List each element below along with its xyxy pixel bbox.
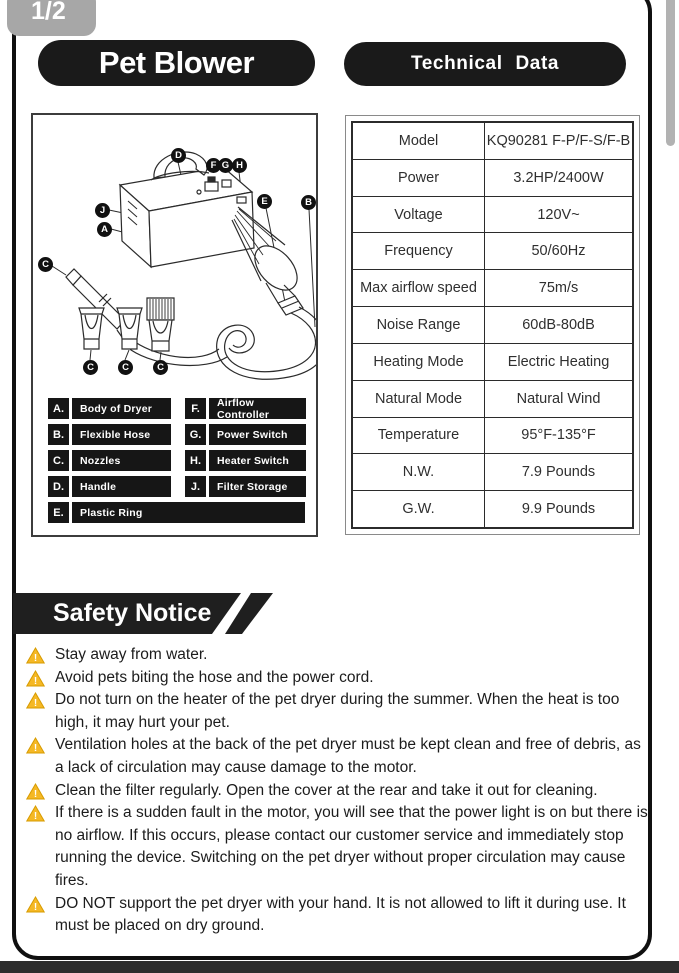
table-row — [353, 306, 632, 343]
svg-text:!: ! — [33, 788, 38, 800]
legend-row — [48, 424, 171, 445]
table-row-value: 95°F-135°F — [521, 427, 596, 444]
table-row — [353, 453, 632, 490]
safety-item — [26, 667, 648, 690]
safety-notice-title: Safety Notice — [53, 599, 212, 627]
table-row-label: Frequency — [353, 233, 485, 269]
legend-row — [185, 476, 306, 497]
warning-triangle-icon — [26, 647, 45, 664]
diagram-callout: C — [83, 360, 98, 375]
legend-key: E. — [48, 502, 69, 523]
svg-text:!: ! — [33, 675, 38, 687]
table-row-value: 7.9 Pounds — [521, 464, 596, 481]
legend-label: Filter Storage — [209, 476, 306, 497]
table-row — [353, 269, 632, 306]
legend-label: Body of Dryer — [72, 398, 171, 419]
scrollbar-thumb[interactable] — [666, 0, 675, 146]
svg-text:!: ! — [33, 653, 38, 664]
legend-row — [185, 398, 306, 419]
safety-notice-list — [26, 644, 648, 938]
svg-text:!: ! — [33, 743, 38, 755]
table-row — [353, 490, 632, 527]
table-row-label: G.W. — [353, 491, 485, 527]
table-row-label: N.W. — [353, 454, 485, 490]
technical-data-panel — [345, 115, 640, 535]
safety-item — [26, 780, 648, 803]
table-row-value: 75m/s — [538, 280, 579, 297]
legend-right-column — [185, 398, 306, 502]
legend-row — [48, 476, 171, 497]
warning-triangle-icon — [26, 783, 45, 800]
diagram-callout: C — [153, 360, 168, 375]
table-row-value: 9.9 Pounds — [521, 501, 596, 518]
safety-item — [26, 802, 648, 892]
diagram-callout: E — [257, 194, 272, 209]
legend-key: A. — [48, 398, 69, 419]
legend-key: B. — [48, 424, 69, 445]
diagram-callout: F — [206, 158, 221, 173]
safety-item-text: Stay away from water. — [55, 646, 208, 663]
table-row-value: 3.2HP/2400W — [513, 169, 604, 186]
table-row-label: Natural Mode — [353, 381, 485, 417]
product-title: Pet Blower — [98, 45, 255, 80]
diagram-callout: J — [95, 203, 110, 218]
safety-item — [26, 644, 648, 667]
legend-key: C. — [48, 450, 69, 471]
safety-item-text: DO NOT support the pet dryer with your hand. It is not allowed to lift it during use. It must be placed on dry ground. — [55, 894, 626, 935]
legend-label: Plastic Ring — [72, 502, 305, 523]
legend-label: Flexible Hose — [72, 424, 171, 445]
table-row — [353, 196, 632, 233]
legend-key: H. — [185, 450, 206, 471]
safety-item-text: Do not turn on the heater of the pet dryer during the summer. When the heat is too high, it may hurt your pet. — [55, 691, 620, 731]
table-row-label: Voltage — [353, 197, 485, 233]
legend-label: Handle — [72, 476, 171, 497]
diagram-callout: B — [301, 195, 316, 210]
page-indicator-tab: 1/2 — [7, 0, 96, 36]
diagram-callout: H — [232, 158, 247, 173]
technical-data-pill — [344, 42, 626, 86]
table-row-value: 50/60Hz — [531, 243, 586, 260]
legend-row — [185, 424, 306, 445]
table-row — [353, 417, 632, 454]
table-row-label: Heating Mode — [353, 344, 485, 380]
table-row-label: Power — [353, 160, 485, 196]
table-row — [353, 232, 632, 269]
safety-item-text: Avoid pets biting the hose and the power cord. — [55, 668, 374, 686]
safety-item-text: Clean the filter regularly. Open the cover at the rear and take it out for cleaning. — [55, 781, 598, 799]
diagram-callouts — [33, 115, 316, 397]
warning-triangle-icon — [26, 896, 45, 913]
diagram-callout: C — [38, 257, 53, 272]
table-row-value: Natural Wind — [516, 390, 601, 407]
legend-label: Power Switch — [209, 424, 306, 445]
table-row-label: Model — [353, 123, 485, 159]
table-row — [353, 123, 632, 159]
safety-item-text: If there is a sudden fault in the motor, you will see that the power light is on but there is no airflow. If this occurs, please contact our customer service and immediately stop running the device. Switching on the pet dryer without proper circulation may cause fires. — [55, 804, 648, 889]
table-row-value: 60dB-80dB — [522, 316, 595, 333]
svg-text:!: ! — [33, 698, 38, 710]
warning-triangle-icon — [26, 670, 45, 687]
legend-row — [48, 398, 171, 419]
table-row-label: Max airflow speed — [353, 270, 485, 306]
table-row-value: 120V~ — [537, 206, 580, 223]
diagram-panel — [31, 113, 318, 537]
table-row — [353, 380, 632, 417]
safety-item — [26, 689, 648, 734]
warning-triangle-icon — [26, 692, 45, 709]
bottom-edge-strip — [0, 961, 679, 973]
diagram-callout: C — [118, 360, 133, 375]
legend-label: Heater Switch — [209, 450, 306, 471]
diagram-callout: A — [97, 222, 112, 237]
legend-key: D. — [48, 476, 69, 497]
table-row-label: Temperature — [353, 418, 485, 454]
table-row-value: KQ90281 F-P/F-S/F-B — [486, 132, 631, 149]
svg-text:!: ! — [33, 811, 38, 823]
legend-label: Nozzles — [72, 450, 171, 471]
legend-key: G. — [185, 424, 206, 445]
diagram-callout: D — [171, 148, 186, 163]
table-row — [353, 159, 632, 196]
diagram-callout: G — [218, 158, 233, 173]
legend-key: F. — [185, 398, 206, 419]
safety-item-text: Ventilation holes at the back of the pet dryer must be kept clean and free of debris, as a lack of circulation may cause damage to the motor. — [55, 736, 641, 776]
technical-data-title: Technical Data — [410, 53, 560, 74]
legend-left-column — [48, 398, 171, 502]
table-row — [353, 343, 632, 380]
safety-item — [26, 893, 648, 938]
safety-notice-banner — [13, 593, 275, 634]
legend-label: Airflow Controller — [209, 398, 306, 419]
table-row-label: Noise Range — [353, 307, 485, 343]
svg-text:!: ! — [33, 901, 38, 913]
technical-data-table — [351, 121, 634, 529]
safety-item — [26, 734, 648, 779]
product-title-pill — [38, 40, 315, 86]
table-row-value: Electric Heating — [507, 353, 610, 370]
legend-key: J. — [185, 476, 206, 497]
warning-triangle-icon — [26, 737, 45, 754]
legend-row-plastic-ring — [48, 502, 305, 523]
legend-row — [185, 450, 306, 471]
warning-triangle-icon — [26, 805, 45, 822]
legend-row — [48, 450, 171, 471]
